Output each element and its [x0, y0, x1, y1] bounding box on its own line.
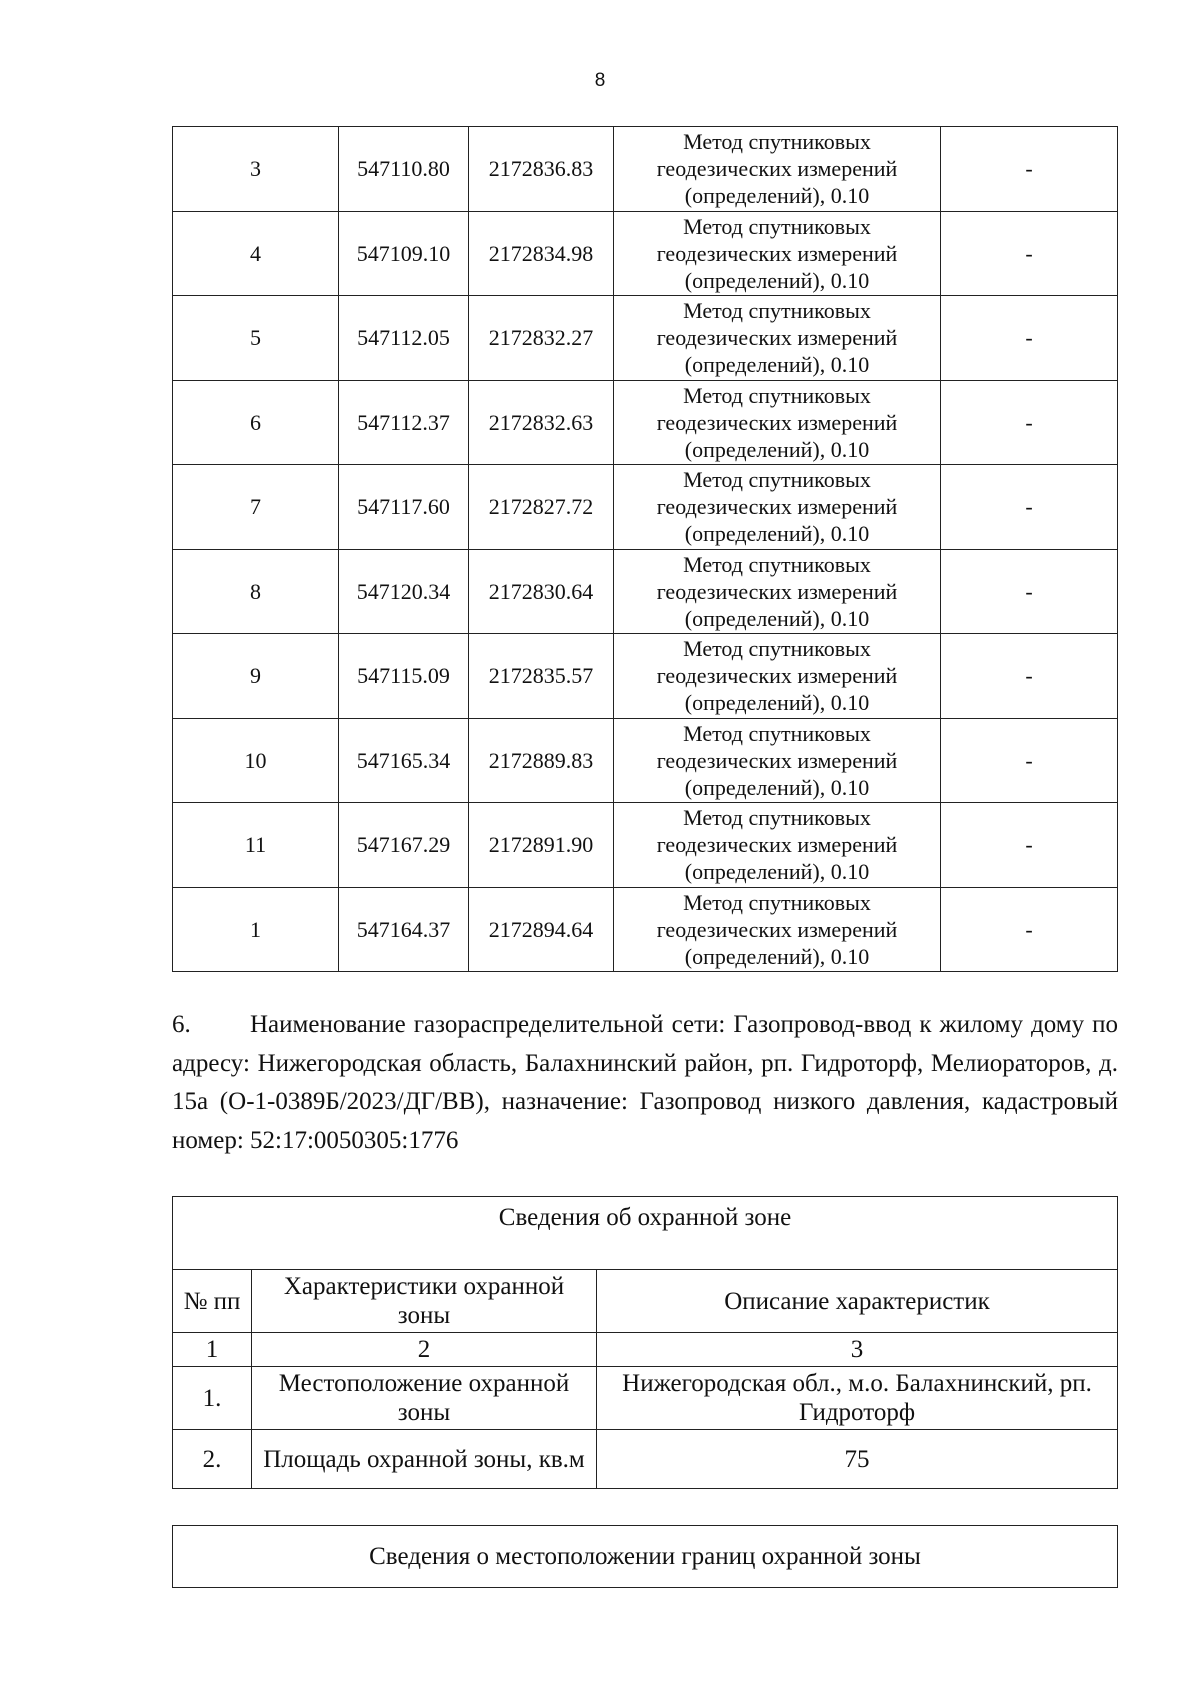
note-cell: -	[941, 465, 1118, 550]
zone-row-value: 75	[597, 1430, 1118, 1489]
col-number-3: 3	[597, 1333, 1118, 1367]
point-number: 5	[173, 296, 339, 381]
point-number: 4	[173, 211, 339, 296]
section-text: Наименование газораспределительной сети: Газопровод-ввод к жилому дому по адресу: Нижегородская область, Балахнинский район, рп. Гидроторф, Мелиораторов, д. 15а (О-1-0389Б/2023/ДГ/ВВ), назначение: Газопровод низкого давления, кадастровый номер: 52:17:0050305:1776	[172, 1011, 1118, 1154]
coord-y: 2172827.72	[469, 465, 614, 550]
section-paragraph	[172, 1006, 1118, 1160]
coord-x: 547167.29	[339, 803, 469, 888]
note-cell: -	[941, 887, 1118, 972]
col-number-1: 1	[173, 1333, 252, 1367]
point-number: 7	[173, 465, 339, 550]
coord-x: 547109.10	[339, 211, 469, 296]
coord-y: 2172834.98	[469, 211, 614, 296]
zone-row-value: Нижегородская обл., м.о. Балахнинский, рп. Гидроторф	[597, 1367, 1118, 1430]
section-number: 6.	[172, 1011, 191, 1038]
zone-info-table	[172, 1196, 1118, 1489]
zone-row-number: 1.	[173, 1367, 252, 1430]
point-number: 1	[173, 887, 339, 972]
zone-row-number: 2.	[173, 1430, 252, 1489]
method-cell: Метод спутниковых геодезических измерений (определений), 0.10	[614, 887, 941, 972]
point-number: 11	[173, 803, 339, 888]
note-cell: -	[941, 634, 1118, 719]
coord-y: 2172830.64	[469, 549, 614, 634]
note-cell: -	[941, 296, 1118, 381]
table-row	[173, 718, 1118, 803]
zone-row-name: Площадь охранной зоны, кв.м	[252, 1430, 597, 1489]
bounds-table	[172, 1525, 1118, 1588]
coord-y: 2172889.83	[469, 718, 614, 803]
coord-y: 2172835.57	[469, 634, 614, 719]
table-row	[173, 465, 1118, 550]
coord-x: 547120.34	[339, 549, 469, 634]
note-cell: -	[941, 718, 1118, 803]
page-number: 8	[594, 70, 606, 91]
table-row	[173, 549, 1118, 634]
point-number: 3	[173, 127, 339, 212]
zone-table-title: Сведения об охранной зоне	[173, 1197, 1118, 1270]
coord-y: 2172894.64	[469, 887, 614, 972]
coord-y: 2172832.27	[469, 296, 614, 381]
method-cell: Метод спутниковых геодезических измерений (определений), 0.10	[614, 380, 941, 465]
method-cell: Метод спутниковых геодезических измерений (определений), 0.10	[614, 803, 941, 888]
coord-y: 2172891.90	[469, 803, 614, 888]
coord-y: 2172836.83	[469, 127, 614, 212]
table-row	[173, 380, 1118, 465]
table-row	[173, 211, 1118, 296]
table-row	[173, 634, 1118, 719]
method-cell: Метод спутниковых геодезических измерений (определений), 0.10	[614, 549, 941, 634]
zone-row-name: Местоположение охранной зоны	[252, 1367, 597, 1430]
note-cell: -	[941, 127, 1118, 212]
coord-x: 547164.37	[339, 887, 469, 972]
point-number: 9	[173, 634, 339, 719]
note-cell: -	[941, 380, 1118, 465]
table-row	[173, 887, 1118, 972]
coord-x: 547117.60	[339, 465, 469, 550]
coord-x: 547112.05	[339, 296, 469, 381]
point-number: 6	[173, 380, 339, 465]
method-cell: Метод спутниковых геодезических измерений (определений), 0.10	[614, 127, 941, 212]
coordinates-table	[172, 126, 1118, 972]
header-description: Описание характеристик	[597, 1270, 1118, 1333]
note-cell: -	[941, 803, 1118, 888]
coord-x: 547165.34	[339, 718, 469, 803]
table-row	[173, 296, 1118, 381]
note-cell: -	[941, 211, 1118, 296]
point-number: 8	[173, 549, 339, 634]
table-row	[173, 127, 1118, 212]
header-number: № пп	[173, 1270, 252, 1333]
point-number: 10	[173, 718, 339, 803]
method-cell: Метод спутниковых геодезических измерений (определений), 0.10	[614, 634, 941, 719]
method-cell: Метод спутниковых геодезических измерений (определений), 0.10	[614, 718, 941, 803]
coord-y: 2172832.63	[469, 380, 614, 465]
coord-x: 547115.09	[339, 634, 469, 719]
col-number-2: 2	[252, 1333, 597, 1367]
bounds-title: Сведения о местоположении границ охранной зоны	[173, 1526, 1118, 1588]
method-cell: Метод спутниковых геодезических измерений (определений), 0.10	[614, 296, 941, 381]
coord-x: 547112.37	[339, 380, 469, 465]
note-cell: -	[941, 549, 1118, 634]
method-cell: Метод спутниковых геодезических измерений (определений), 0.10	[614, 211, 941, 296]
table-row	[173, 803, 1118, 888]
coord-x: 547110.80	[339, 127, 469, 212]
method-cell: Метод спутниковых геодезических измерений (определений), 0.10	[614, 465, 941, 550]
header-characteristic: Характеристики охранной зоны	[252, 1270, 597, 1333]
